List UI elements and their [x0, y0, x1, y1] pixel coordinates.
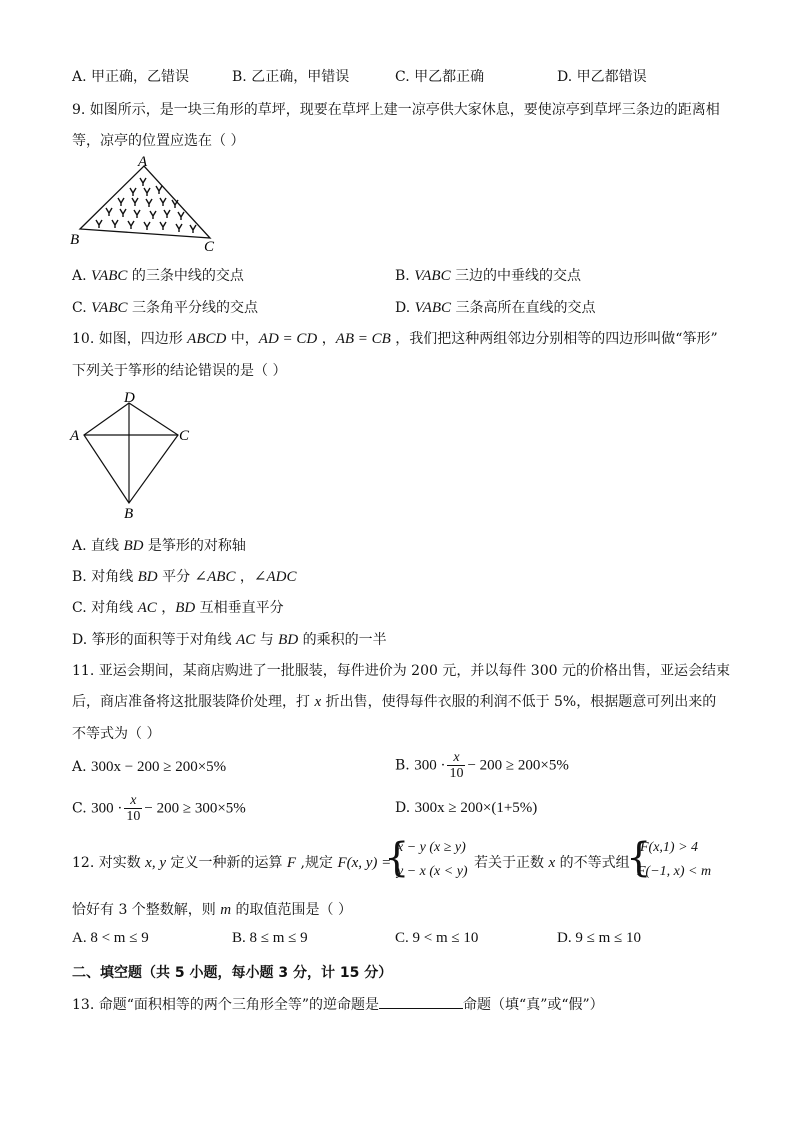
q9-option-c: C. VABC 三条角平分线的交点	[72, 300, 258, 316]
q9-triangle-figure	[66, 152, 226, 254]
kite-vertex-c: C	[179, 428, 190, 444]
left-brace-icon: {	[384, 835, 410, 881]
q9-stem-line2: 等，凉亭的位置应选在（ ）	[72, 133, 245, 149]
q11-stem-line3: 不等式为（ ）	[72, 726, 161, 742]
q12-option-d: D. 9 ≤ m ≤ 10	[557, 930, 641, 946]
q12-stem-line1-left: 12. 对实数 x, y 定义一种新的运算 F ,规定 F(x, y) =	[72, 855, 392, 871]
q11-option-d: D. 300x ≥ 200×(1+5%)	[395, 800, 538, 816]
q9-option-b: B. VABC 三边的中垂线的交点	[395, 268, 582, 284]
triangle-symbol: VABC	[91, 300, 128, 316]
section-title-fill-in: 二、填空题（共 5 小题，每小题 3 分，计 15 分）	[72, 965, 393, 981]
triangle-vertex-a: A	[138, 154, 148, 170]
triangle-symbol: VABC	[91, 268, 128, 284]
triangle-symbol: VABC	[414, 300, 452, 316]
fraction-x-over-10: $\frac{x}{10}$	[126, 793, 141, 824]
triangle-vertex-b: B	[70, 232, 80, 248]
q11-option-b: B. 300 · $\frac{x}{10}$ − 200 ≥ 200×5%	[395, 750, 569, 781]
q8-option-d: D. 甲乙都错误	[557, 69, 647, 85]
q12-option-a: A. 8 < m ≤ 9	[72, 930, 149, 946]
kite-vertex-d: D	[124, 390, 135, 406]
kite-vertex-b: B	[124, 506, 134, 522]
q10-option-c: C. 对角线 AC ，BD 互相垂直平分	[72, 600, 284, 616]
q13-stem: 13. 命题“面积相等的两个三角形全等”的逆命题是 命题（填“真”或“假”）	[72, 994, 604, 1014]
q8-option-c: C. 甲乙都正确	[395, 69, 485, 85]
q9-option-d: D. VABC 三条高所在直线的交点	[395, 300, 596, 316]
q12-system-2: F(−1, x) < m	[637, 864, 712, 879]
q9-stem-line1: 9. 如图所示，是一块三角形的草坪，现要在草坪上建一凉亭供大家休息，要使凉亭到草坪三条边的距离相	[72, 102, 720, 118]
q9-option-a: A. VABC 的三条中线的交点	[72, 268, 244, 284]
left-brace-icon: {	[626, 835, 652, 881]
kite-shape	[84, 403, 178, 503]
triangle-vertex-c: C	[204, 239, 215, 254]
q11-stem-line2: 后，商店准备将这批服装降价处理，打 x 折出售，使得每件衣服的利润不低于 5%，根据题意可列出来的	[72, 694, 717, 710]
q12-case-2: y − x (x < y)	[397, 864, 468, 879]
q10-option-d: D. 筝形的面积等于对角线 AC 与 BD 的乘积的一半	[72, 632, 387, 648]
q8-option-a: A. 甲正确，乙错误	[72, 69, 190, 85]
q10-stem-line2: 下列关于筝形的结论错误的是（ ）	[72, 363, 287, 379]
q11-option-c: C. 300 · $\frac{x}{10}$ − 200 ≥ 300×5%	[72, 793, 246, 824]
q12-option-c: C. 9 < m ≤ 10	[395, 930, 479, 946]
q12-stem-line2: 恰好有 3 个整数解，则 m 的取值范围是（ ）	[72, 902, 353, 918]
q10-option-b: B. 对角线 BD 平分 ∠ABC ，∠ADC	[72, 569, 297, 585]
fraction-x-over-10: $\frac{x}{10}$	[449, 750, 464, 781]
q11-option-a: A. 300x − 200 ≥ 200×5%	[72, 759, 227, 775]
q12-option-b: B. 8 ≤ m ≤ 9	[232, 930, 308, 946]
q10-kite-figure	[66, 388, 196, 522]
q10-stem-line1: 10. 如图，四边形 ABCD 中，AD = CD ，AB = CB ，我们把这种两组邻边分别相等的四边形叫做“筝形”	[72, 331, 718, 347]
q11-stem-line1: 11. 亚运会期间，某商店购进了一批服装，每件进价为 200 元，并以每件 300 元的价格出售，亚运会结束	[72, 663, 730, 679]
answer-blank[interactable]	[379, 994, 463, 1009]
q8-option-b: B. 乙正确，甲错误	[232, 69, 350, 85]
q10-option-a: A. 直线 BD 是筝形的对称轴	[72, 538, 246, 554]
triangle-symbol: VABC	[414, 268, 451, 284]
q12-system-1: F(x,1) > 4	[640, 840, 699, 855]
q12-stem-line1-right: 若关于正数 x 的不等式组	[474, 855, 630, 871]
kite-vertex-a: A	[70, 428, 80, 444]
q12-case-1: x − y (x ≥ y)	[397, 840, 466, 855]
